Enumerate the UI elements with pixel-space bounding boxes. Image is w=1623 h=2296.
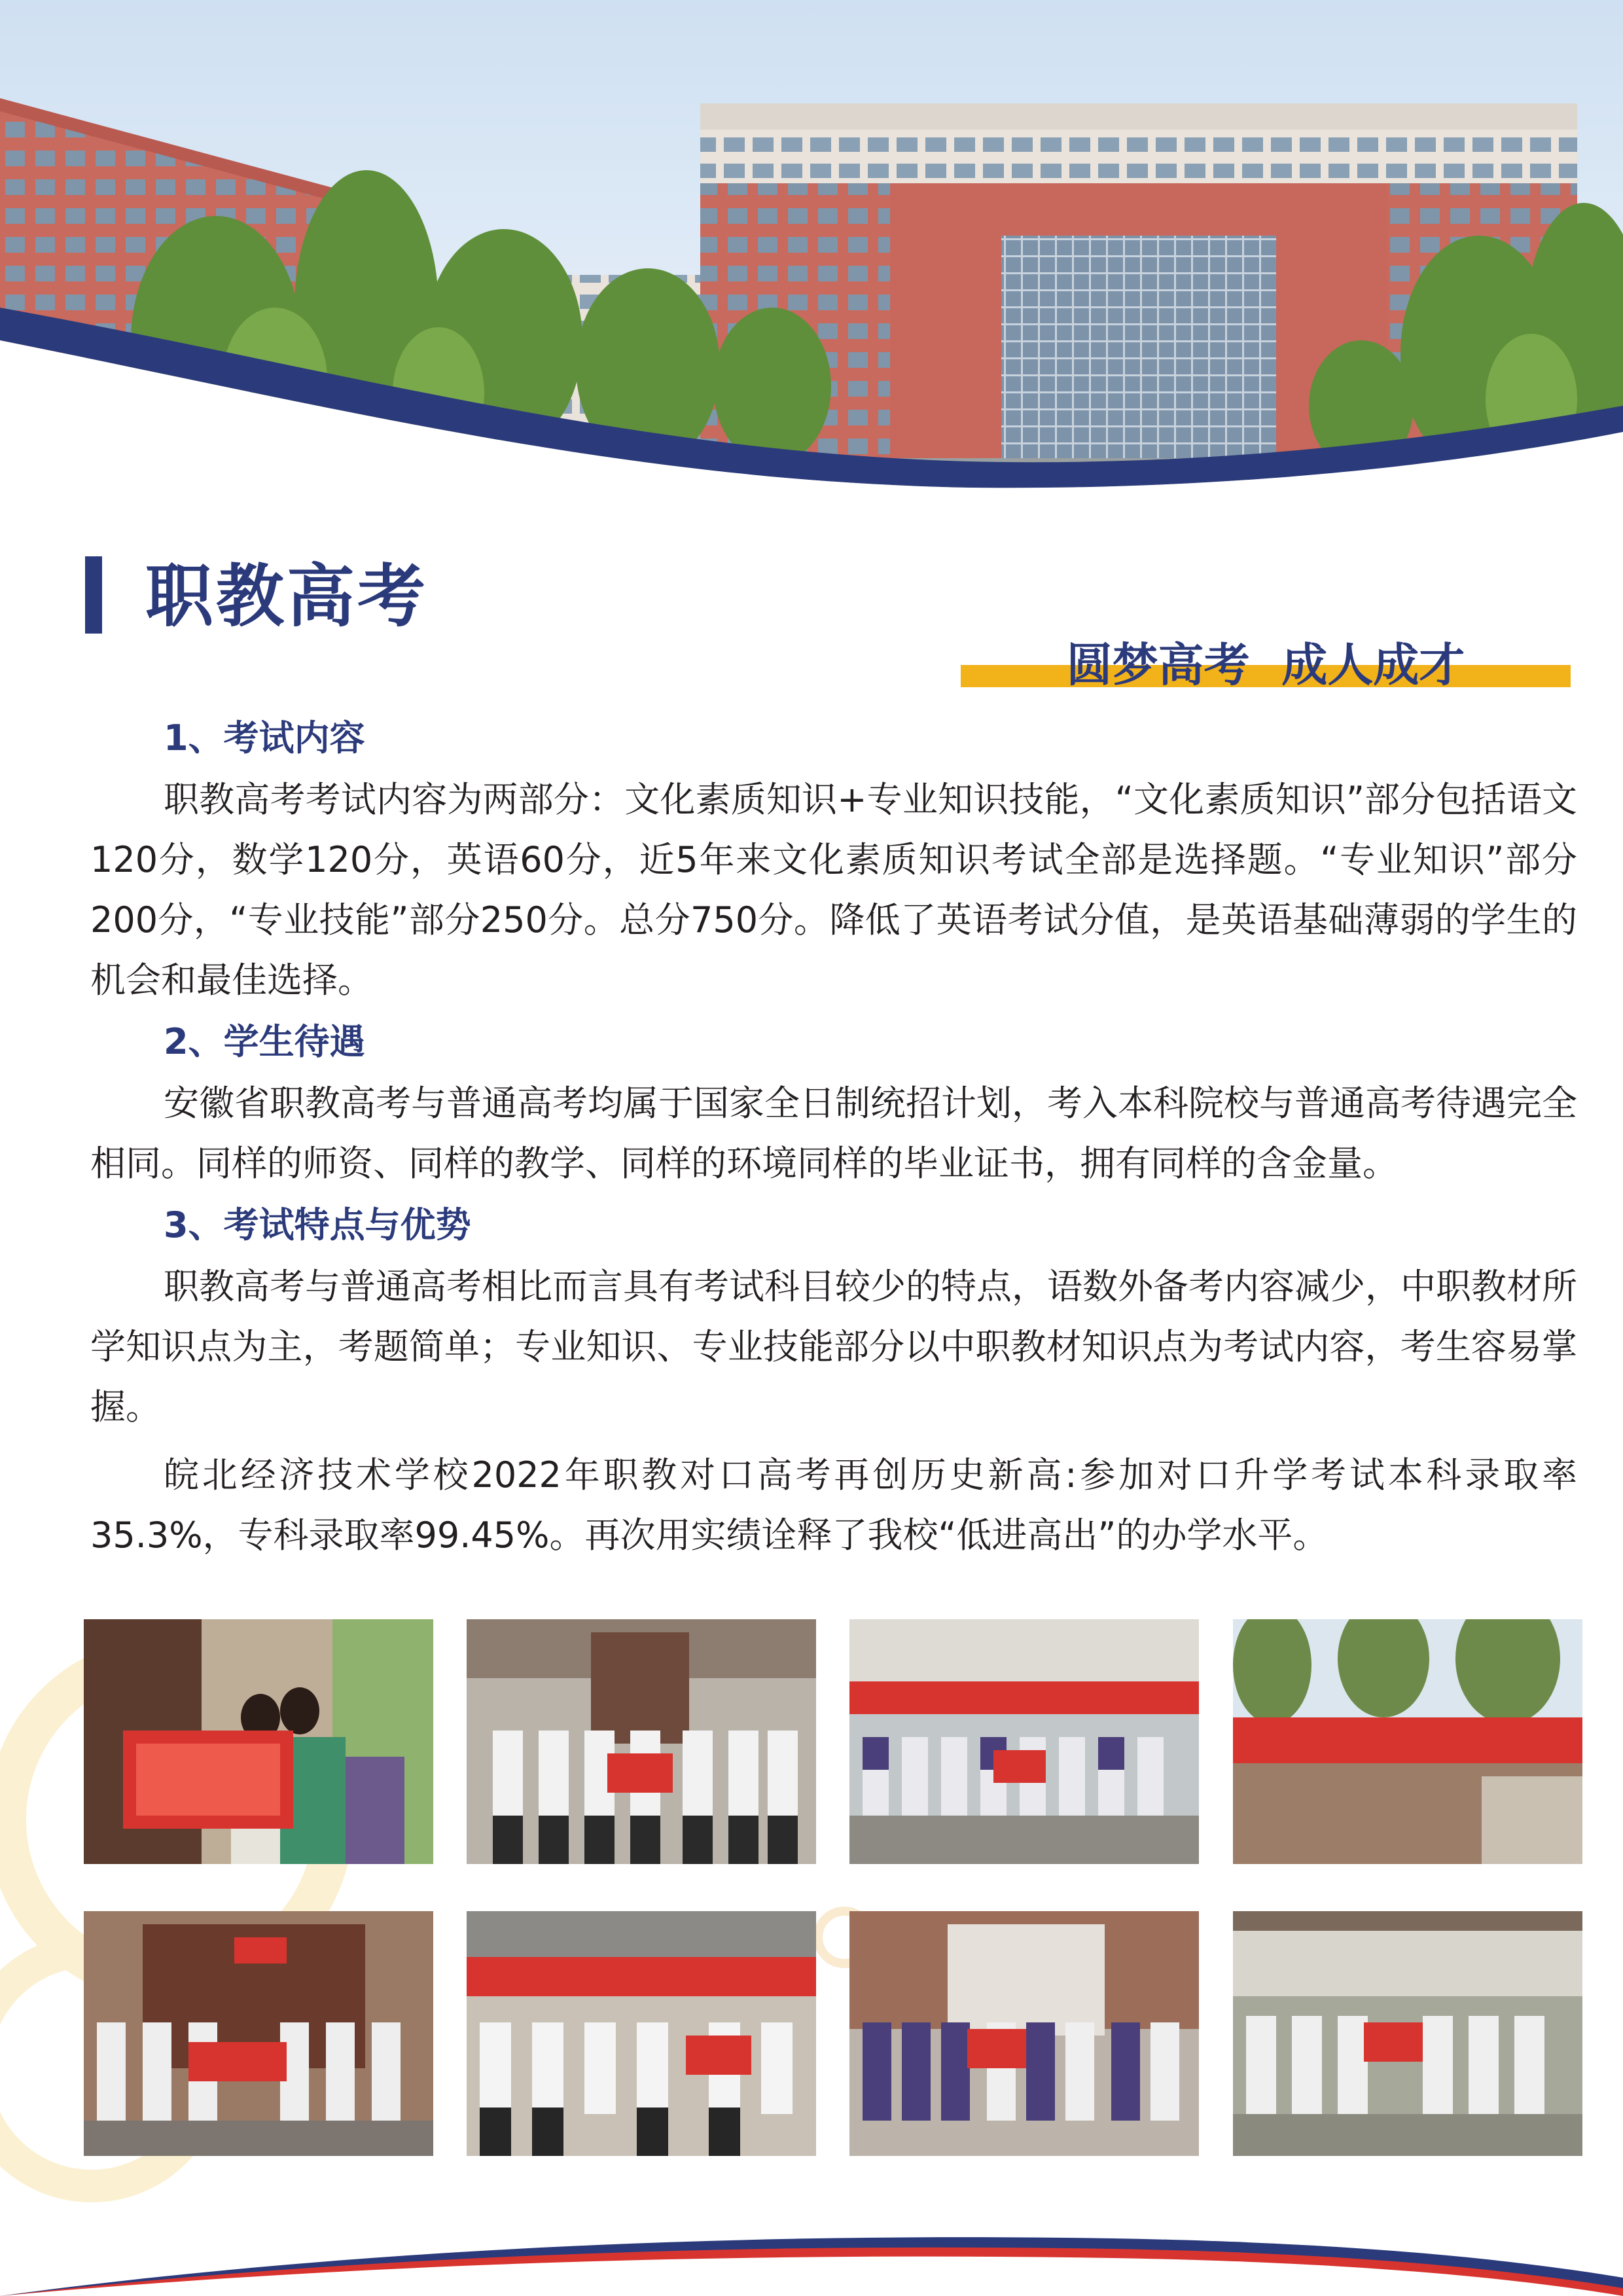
group-photo <box>1233 1911 1582 2156</box>
section-paragraph: 职教高考与普通高考相比而言具有考试科目较少的特点，语数外备考内容减少，中职教材所学知识点为主，考题简单；专业知识、专业技能部分以中职教材知识点为考试内容，考生容易掌握。 <box>90 1266 1577 1427</box>
page-title: 职教高考 <box>145 556 429 636</box>
section-heading: 3、考试特点与优势 <box>164 1204 471 1246</box>
slogan: 圆梦高考 成人成才 <box>1066 638 1465 692</box>
group-photo <box>849 1619 1199 1864</box>
header-banner <box>0 0 1623 511</box>
section-paragraph: 职教高考考试内容为两部分：文化素质知识+专业知识技能，“文化素质知识”部分包括语文120分，数学120分，英语60分，近5年来文化素质知识考试全部是选择题。“专业知识”部分200分，“专业技能”部分250分。总分750分。降低了英语考试分值，是英语基础薄弱的学生的机会和最佳选择。 <box>90 779 1577 1001</box>
group-photo <box>84 1911 433 2156</box>
group-photo <box>467 1619 816 1864</box>
campus-buildings-photo <box>0 0 1623 511</box>
section-paragraph: 皖北经济技术学校2022年职教对口高考再创历史新高:参加对口升学考试本科录取率35.3%，专科录取率99.45%。再次用实绩诠释了我校“低进高出”的办学水平。 <box>90 1454 1577 1556</box>
banner-photo <box>1233 1619 1582 1864</box>
group-photo <box>467 1911 816 2156</box>
footer-swoosh <box>0 2186 1623 2296</box>
section-heading: 2、学生待遇 <box>164 1021 365 1062</box>
section-paragraph: 安徽省职教高考与普通高考均属于国家全日制统招计划，考入本科院校与普通高考待遇完全相同。同样的师资、同样的教学、同样的环境同样的毕业证书，拥有同样的含金量。 <box>90 1083 1577 1184</box>
article-body <box>90 707 1577 1566</box>
photo-grid <box>84 1619 1582 2156</box>
celebration-photo <box>84 1619 433 1864</box>
section-heading: 1、考试内容 <box>164 717 365 759</box>
group-photo <box>849 1911 1199 2156</box>
title-accent-bar <box>85 556 102 634</box>
